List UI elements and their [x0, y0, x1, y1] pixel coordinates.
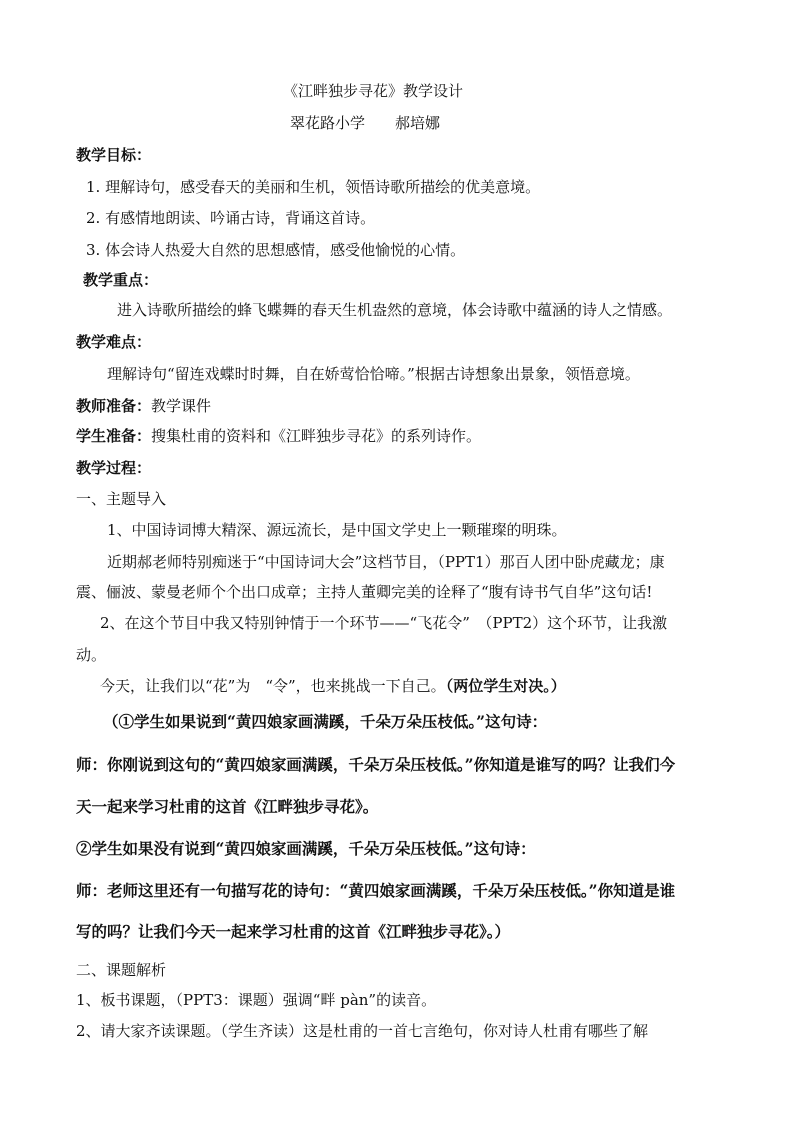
goal-item: 3. 体会诗人热爱大自然的思想感情，感受他愉悦的心情。	[86, 241, 466, 259]
paragraph-bold-text: （两位学生对决。）	[445, 677, 566, 695]
student-prep-text: 搜集杜甫的资料和《江畔独步寻花》的系列诗作。	[151, 427, 482, 445]
difficulty-text: 理解诗句“留连戏蝶时时舞，自在娇莺恰恰啼。”根据古诗想象出景象，领悟意境。	[107, 365, 640, 383]
goals-heading: 教学目标：	[76, 146, 152, 164]
process-heading: 教学过程：	[76, 459, 152, 477]
bold-paragraph-continued: 写的吗？让我们今天一起来学习杜甫的这首《江畔独步寻花》。）	[76, 922, 511, 941]
paragraph: 1、中国诗词博大精深、源远流长，是中国文学史上一颗璀璨的明珠。	[107, 521, 567, 539]
difficulty-heading: 教学难点：	[76, 333, 152, 351]
paragraph: 2、请大家齐读课题。（学生齐读）这是杜甫的一首七言绝句，你对诗人杜甫有哪些了解	[76, 1022, 649, 1040]
bold-paragraph: ②学生如果没有说到“黄四娘家画满蹊，千朵万朵压枝低。”这句诗：	[76, 839, 536, 858]
section-heading: 一、主题导入	[76, 490, 167, 508]
section-heading: 二、课题解析	[76, 961, 167, 979]
teacher-prep-label: 教师准备：	[76, 397, 152, 415]
key-points-heading: 教学重点：	[83, 271, 159, 289]
goal-item: 2. 有感情地朗读、吟诵古诗，背诵这首诗。	[86, 209, 376, 227]
paragraph: 2、在这个节目中我又特别钟情于一个环节——“飞花令” （PPT2）这个环节，让我激	[100, 614, 668, 632]
author-line: 翠花路小学 郝培娜	[290, 114, 441, 132]
bold-paragraph: （①学生如果说到“黄四娘家画满蹊，千朵万朵压枝低。”这句诗：	[103, 712, 548, 731]
paragraph: 近期郝老师特别痴迷于“中国诗词大会”这档节目，（PPT1）那百人团中卧虎藏龙；康	[107, 553, 665, 571]
page-title: 《江畔独步寻花》教学设计	[283, 82, 464, 100]
paragraph: 1、板书课题，（PPT3：课题）强调“畔 pàn”的读音。	[76, 991, 437, 1009]
bold-paragraph: 师：你刚说到这句的“黄四娘家画满蹊，千朵万朵压枝低。”你知道是谁写的吗？让我们今	[76, 755, 676, 774]
paragraph-continued: 动。	[76, 646, 107, 664]
paragraph	[100, 676, 566, 696]
goal-item: 1. 理解诗句，感受春天的美丽和生机，领悟诗歌所描绘的优美意境。	[86, 178, 541, 196]
teacher-prep-line	[76, 396, 211, 416]
key-points-text: 进入诗歌所描绘的蜂飞蝶舞的春天生机盎然的意境，体会诗歌中蕴涵的诗人之情感。	[117, 301, 673, 319]
student-prep-label: 学生准备：	[76, 427, 152, 445]
student-prep-line	[76, 426, 481, 446]
teacher-prep-text: 教学课件	[151, 397, 212, 415]
paragraph-text: 今天，让我们以“花”为 “令”，也来挑战一下自己。	[100, 677, 446, 695]
paragraph-continued: 震、俪波、蒙曼老师个个出口成章；主持人董卿完美的诠释了“腹有诗书气自华”这句话!	[76, 583, 653, 601]
bold-paragraph: 师：老师这里还有一句描写花的诗句：“黄四娘家画满蹊，千朵万朵压枝低。”你知道是谁	[76, 881, 676, 900]
bold-paragraph-continued: 天一起来学习杜甫的这首《江畔独步寻花》。	[76, 797, 379, 816]
